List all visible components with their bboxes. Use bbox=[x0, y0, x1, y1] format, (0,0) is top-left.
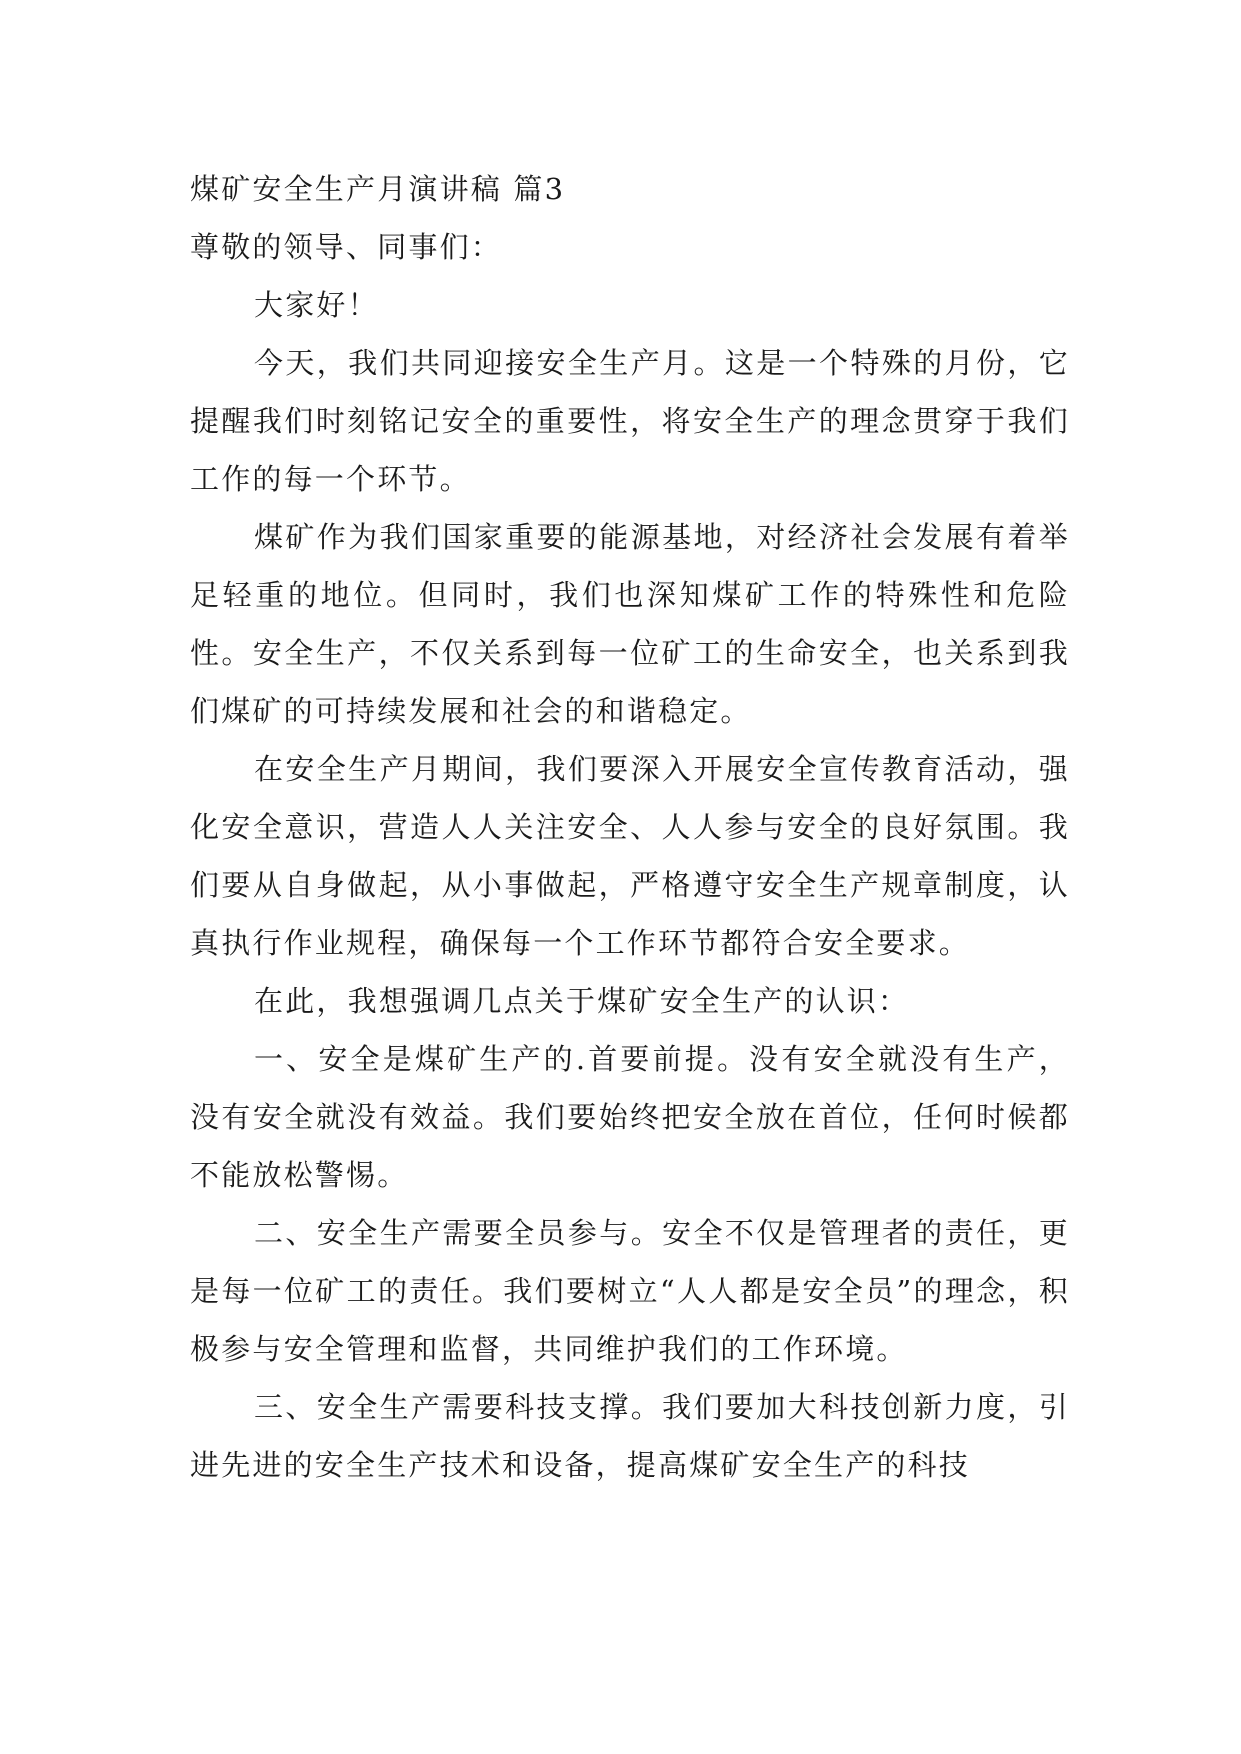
paragraph-point-two: 二、安全生产需要全员参与。安全不仅是管理者的责任，更是每一位矿工的责任。我们要树立“人人都是安全员”的理念，积极参与安全管理和监督，共同维护我们的工作环境。 bbox=[190, 1216, 1070, 1366]
paragraph-safety-month-activities: 在安全生产月期间，我们要深入开展安全宣传教育活动，强化安全意识，营造人人关注安全、人人参与安全的良好氛围。我们要从自身做起，从小事做起，严格遵守安全生产规章制度，认真执行作业规程，确保每一个工作环节都符合安全要求。 bbox=[190, 752, 1070, 960]
paragraph-point-three: 三、安全生产需要科技支撑。我们要加大科技创新力度，引进先进的安全生产技术和设备，提高煤矿安全生产的科技 bbox=[190, 1390, 1070, 1482]
paragraph-coal-mine-importance: 煤矿作为我们国家重要的能源基地，对经济社会发展有着举足轻重的地位。但同时，我们也深知煤矿工作的特殊性和危险性。安全生产，不仅关系到每一位矿工的生命安全，也关系到我们煤矿的可持续发展和社会的和谐稳定。 bbox=[190, 520, 1070, 728]
document-title: 煤矿安全生产月演讲稿 篇3 bbox=[190, 172, 566, 206]
paragraph-point-one: 一、安全是煤矿生产的.首要前提。没有安全就没有生产，没有安全就没有效益。我们要始终把安全放在首位，任何时候都不能放松警惕。 bbox=[190, 1042, 1070, 1192]
greeting: 大家好！ bbox=[254, 288, 379, 322]
paragraph-emphasis-intro: 在此，我想强调几点关于煤矿安全生产的认识： bbox=[254, 984, 910, 1018]
document-body bbox=[190, 160, 1070, 1494]
paragraph-intro: 今天，我们共同迎接安全生产月。这是一个特殊的月份，它提醒我们时刻铭记安全的重要性，将安全生产的理念贯穿于我们工作的每一个环节。 bbox=[190, 346, 1070, 496]
salutation: 尊敬的领导、同事们： bbox=[190, 230, 503, 264]
